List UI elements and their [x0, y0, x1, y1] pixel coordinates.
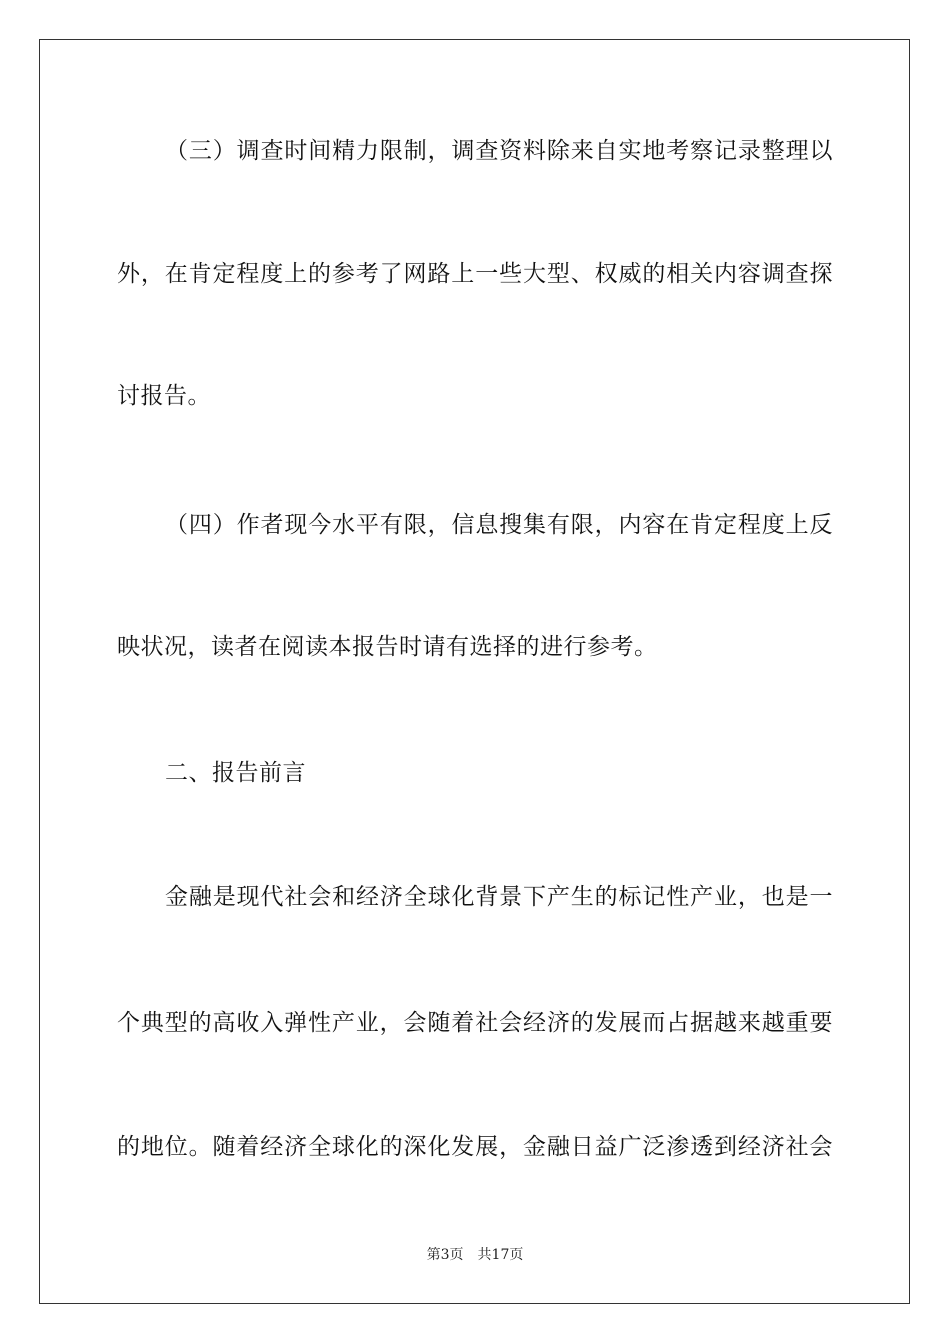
page-number-total: 共17页: [477, 1247, 524, 1263]
page-number-current: 第3页: [426, 1247, 464, 1263]
paragraph-line-5: 映状况，读者在阅读本报告时请有选择的进行参考。: [117, 634, 658, 660]
paragraph-line-6: 金融是现代社会和经济全球化背景下产生的标记性产业，也是一: [165, 884, 833, 910]
paragraph-line-7: 个典型的高收入弹性产业，会随着社会经济的发展而占据越来越重要: [117, 1010, 833, 1036]
paragraph-line-4: （四）作者现今水平有限，信息搜集有限，内容在肯定程度上反: [165, 512, 833, 538]
paragraph-line-8: 的地位。随着经济全球化的深化发展，金融日益广泛渗透到经济社会: [117, 1134, 833, 1160]
page-footer: [0, 1246, 950, 1264]
paragraph-line-2: 外，在肯定程度上的参考了网路上一些大型、权威的相关内容调查探: [117, 261, 833, 287]
section-heading: 二、报告前言: [165, 760, 306, 786]
paragraph-line-1: （三）调查时间精力限制，调查资料除来自实地考察记录整理以: [165, 138, 833, 164]
page-border: [39, 39, 910, 1304]
paragraph-line-3: 讨报告。: [117, 383, 211, 409]
